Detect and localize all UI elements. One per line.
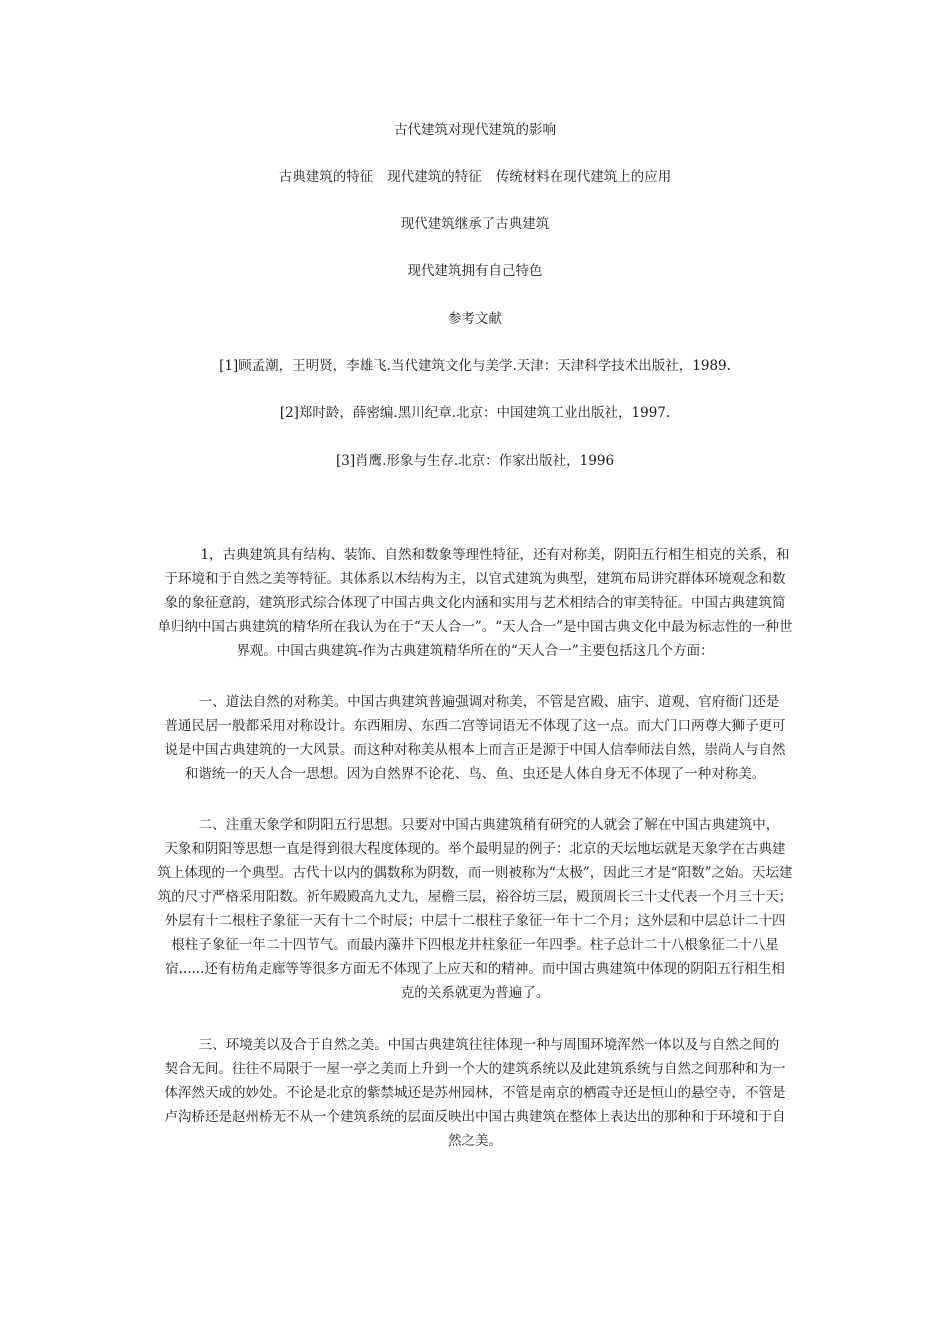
text-line: 外层有十二根柱子象征一天有十二个时辰；中层十二根柱子象征一年十二个月；这外层和中层总计二十四: [164, 913, 786, 929]
text-line: 普通民居一般都采用对称设计。东西厢房、东西二宫等词语无不体现了这一点。而大门口两尊大狮子更可: [164, 718, 786, 734]
text-line: 象的象征意韵，建筑形式综合体现了中国古典文化内涵和实用与艺术相结合的审美特征。中国古典建筑简: [164, 595, 786, 611]
toc-inherit: 现代建筑继承了古典建筑: [400, 216, 550, 232]
text-line: 单归纳中国古典建筑的精华所在我认为在于“天人合一”。“天人合一”是中国古典文化中最为标志性的一种世: [157, 619, 793, 635]
text-line: 筑上体现的一个典型。古代十以内的偶数称为阴数，而一则被称为“太极”，因此三才是“阳数”之始。天坛建: [157, 865, 793, 881]
text-line: 然之美。: [448, 1133, 502, 1149]
text-line: 一、道法自然的对称美。中国古典建筑普遍强调对称美，不管是宫殿、庙宇、道观、官府衙门还是: [198, 694, 780, 710]
text-line: 宿......还有枋角走廊等等很多方面无不体现了上应天和的精神。而中国古典建筑中体现的阴阳五行相生相: [165, 961, 785, 977]
text-line: 和谐统一的天人合一思想。因为自然界不论花、鸟、鱼、虫还是人体自身无不体现了一种对称美。: [184, 766, 766, 782]
toc-item: 现代建筑的特征: [387, 169, 482, 185]
text-line: 天象和阴阳等思想一直是得到很大程度体现的。举个最明显的例子：北京的天坛地坛就是天象学在古典建: [164, 841, 786, 857]
toc-own: 现代建筑拥有自己特色: [407, 263, 543, 279]
text-line: 根柱子象征一年二十四节气。而最内藻井下四根龙井柱象征一年四季。柱子总计二十八根象征二十八星: [171, 937, 779, 953]
references-heading: 参考文献: [448, 311, 502, 327]
text-line: 界观。中国古典建筑-作为古典建筑精华所在的“天人合一”主要包括这几个方面：: [236, 643, 714, 659]
reference-item: [3]肖鹰.形象与生存.北京：作家出版社，1996: [335, 453, 615, 469]
text-line: 筑的尺寸严格采用阳数。祈年殿殿高九丈九，屋檐三层，裕谷坊三层，殿顶周长三十丈代表一个月三十天；: [157, 889, 793, 905]
toc-item: 古典建筑的特征: [278, 169, 374, 185]
text-line: 二、注重天象学和阴阳五行思想。只要对中国古典建筑稍有研究的人就会了解在中国古典建筑中，: [198, 817, 780, 833]
text-line: 体浑然天成的妙处。不论是北京的紫禁城还是苏州园林，不管是南京的栖霞寺还是恒山的悬空寺，不管是: [164, 1085, 786, 1101]
text-line: 三、环境美以及合于自然之美。中国古典建筑往往体现一种与周围环境浑然一体以及与自然之间的: [198, 1037, 780, 1053]
text-line: 契合无间。往往不局限于一屋一亭之美而上升到一个大的建筑系统以及此建筑系统与自然之间那种和为一: [164, 1061, 786, 1077]
reference-item: [2]郑时龄，薛密编.黑川纪章.北京：中国建筑工业出版社，1997.: [279, 405, 671, 421]
paragraph-environment: [140, 1033, 810, 1153]
toc-line: [0, 168, 950, 186]
text-line: 1，古典建筑具有结构、装饰、自然和数象等理性特征，还有对称美，阴阳五行相生相克的关系，和: [200, 547, 790, 563]
toc-item: 传统材料在现代建筑上的应用: [495, 169, 672, 185]
text-line: 说是中国古典建筑的一大风景。而这种对称美从根本上而言正是源于中国人信奉师法自然，崇尚人与自然: [164, 742, 786, 758]
paragraph-symmetry: [140, 690, 810, 786]
document-title: 古代建筑对现代建筑的影响: [394, 122, 556, 138]
text-line: 克的关系就更为普遍了。: [400, 985, 550, 1001]
text-line: 于环境和于自然之美等特征。其体系以木结构为主，以官式建筑为典型，建筑布局讲究群体环境观念和数: [164, 571, 786, 587]
paragraph-astronomy: [140, 813, 810, 1005]
reference-item: [1]顾孟潮，王明贤，李雄飞.当代建筑文化与美学.天津：天津科学技术出版社，1989.: [219, 358, 731, 374]
paragraph-intro: [140, 543, 810, 663]
text-line: 卢沟桥还是赵州桥无不从一个建筑系统的层面反映出中国古典建筑在整体上表达出的那种和于环境和于自: [164, 1109, 786, 1125]
